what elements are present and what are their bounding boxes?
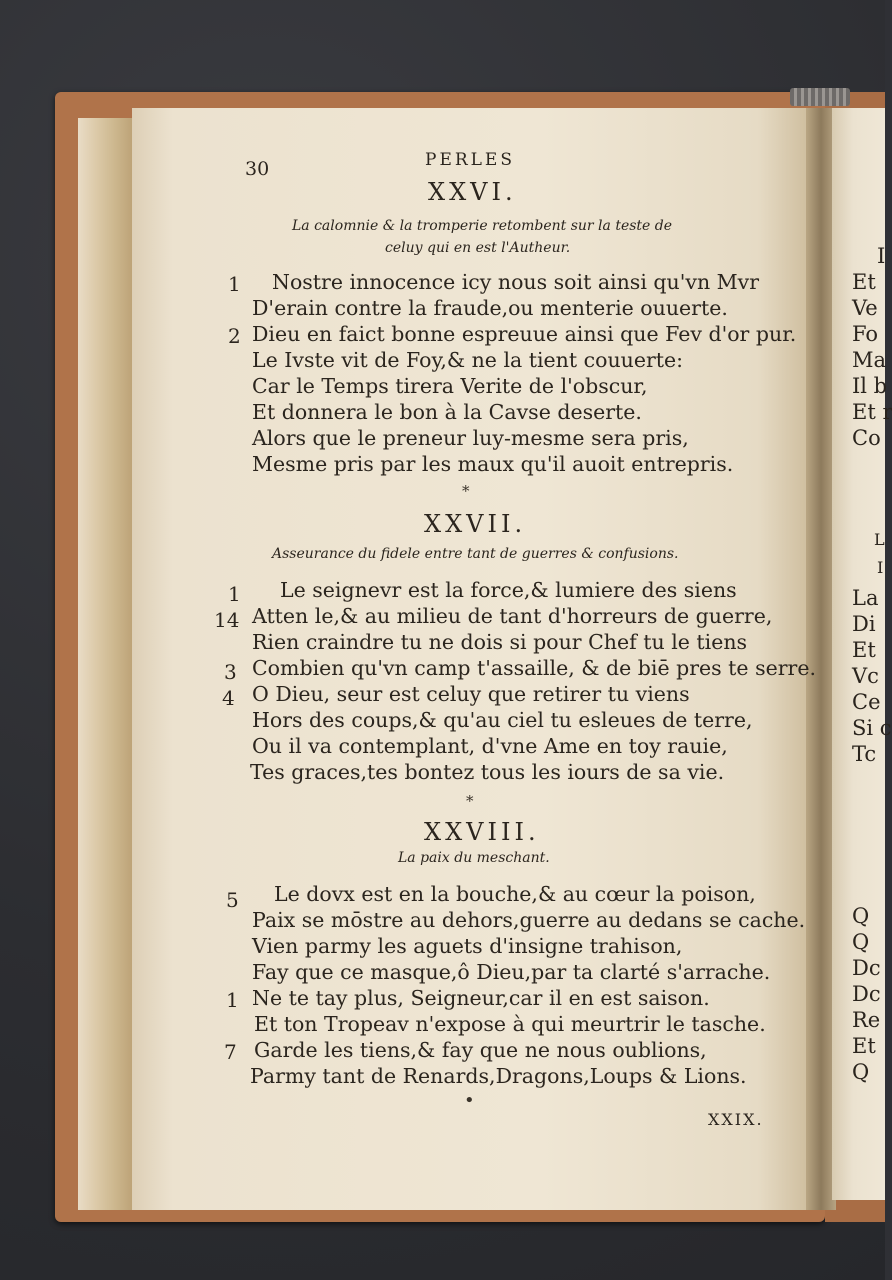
verse-line: Dieu en faict bonne espreuue ainsi que Fev d'or pur.: [252, 322, 797, 346]
bullet-ornament: •: [464, 1090, 475, 1111]
verse-line: Le dovx est en la bouche,& au cœur la poison,: [274, 882, 756, 906]
verse-line: Ne te tay plus, Seigneur,car il en est saison.: [252, 986, 710, 1010]
facing-line: La: [852, 586, 879, 610]
verse-line: D'erain contre la fraude,ou menterie ouuerte.: [252, 296, 728, 320]
facing-line: Di: [852, 612, 876, 636]
verse-line: Le seignevr est la force,& lumiere des siens: [280, 578, 737, 602]
verse-line: Parmy tant de Renards,Dragons,Loups & Lions.: [250, 1064, 747, 1088]
verse-line: O Dieu, seur est celuy que retirer tu viens: [252, 682, 690, 706]
star-ornament: *: [466, 792, 474, 810]
section-subtitle: celuy qui en est l'Autheur.: [385, 240, 571, 256]
running-head: PERLES: [425, 150, 515, 170]
facing-line: Et: [852, 638, 876, 662]
verse-line: Le Ivste vit de Foy,& ne la tient couuerte:: [252, 348, 684, 372]
facing-line: Ve: [852, 296, 878, 320]
facing-line: Et r: [852, 400, 892, 424]
section-title: XXVI.: [428, 178, 517, 206]
verse-line: Nostre innocence icy nous soit ainsi qu'vn Mvr: [272, 270, 760, 294]
facing-line: Re: [852, 1008, 881, 1032]
verse-number: 2: [228, 324, 241, 348]
verse-number: 7: [224, 1040, 237, 1064]
facing-line: Q: [852, 1060, 870, 1084]
facing-line: Q: [852, 904, 870, 928]
verse-line: Hors des coups,& qu'au ciel tu esleues de terre,: [252, 708, 753, 732]
verse-line: Tes graces,tes bontez tous les iours de sa vie.: [250, 760, 725, 784]
facing-line: Tc: [852, 742, 877, 766]
section-title: XXVII.: [424, 510, 527, 538]
verse-line: Atten le,& au milieu de tant d'horreurs de guerre,: [252, 604, 773, 628]
verse-line: Fay que ce masque,ô Dieu,par ta clarté s'arrache.: [252, 960, 771, 984]
section-subtitle: La paix du meschant.: [398, 850, 550, 866]
facing-line: Il b: [852, 374, 888, 398]
facing-line: Si c: [852, 716, 892, 740]
facing-line: I: [877, 558, 884, 577]
facing-line: Dc: [852, 956, 881, 980]
facing-line: Ma: [852, 348, 887, 372]
facing-line: I: [877, 244, 886, 268]
verse-number: 3: [224, 660, 237, 684]
headband: [790, 88, 850, 106]
verse-line: Rien craindre tu ne dois si pour Chef tu le tiens: [252, 630, 748, 654]
facing-line: Co: [852, 426, 881, 450]
facing-page: [832, 108, 892, 1200]
star-ornament: *: [462, 482, 470, 500]
section-subtitle: La calomnie & la tromperie retombent sur la teste de: [292, 218, 673, 234]
section-subtitle: Asseurance du fidele entre tant de guerres & confusions.: [272, 546, 679, 562]
facing-line: Et: [852, 270, 876, 294]
facing-line: Q: [852, 930, 870, 954]
facing-line: Vc: [852, 664, 879, 688]
verse-line: Combien qu'vn camp t'assaille, & de biē pres te serre.: [252, 656, 816, 680]
section-title: XXVIII.: [424, 818, 540, 846]
verse-number: 4: [222, 686, 235, 710]
verse-line: Paix se mōstre au dehors,guerre au dedans se cache.: [252, 908, 806, 932]
verse-line: Garde les tiens,& fay que ne nous oublions,: [254, 1038, 707, 1062]
verse-line: Ou il va contemplant, d'vne Ame en toy rauie,: [252, 734, 728, 758]
facing-line: L: [874, 530, 885, 549]
verse-number: 1: [228, 582, 241, 606]
verse-line: Vien parmy les aguets d'insigne trahison,: [252, 934, 683, 958]
verse-number: 1: [226, 988, 239, 1012]
verse-number: 14: [214, 608, 240, 632]
verse-line: Mesme pris par les maux qu'il auoit entrepris.: [252, 452, 734, 476]
catchword: XXIX.: [708, 1110, 764, 1129]
verse-line: Et donnera le bon à la Cavse deserte.: [252, 400, 642, 424]
page-fore-edge: [78, 118, 138, 1210]
facing-line: Dc: [852, 982, 881, 1006]
verse-line: Alors que le preneur luy-mesme sera pris,: [252, 426, 689, 450]
facing-line: Fo: [852, 322, 879, 346]
verse-number: 1: [228, 272, 241, 296]
page-number: 30: [245, 158, 270, 180]
facing-line: Et: [852, 1034, 876, 1058]
verse-number: 5: [226, 888, 239, 912]
verse-line: Car le Temps tirera Verite de l'obscur,: [252, 374, 648, 398]
verse-line: Et ton Tropeav n'expose à qui meurtrir le tasche.: [254, 1012, 766, 1036]
facing-line: Ce: [852, 690, 881, 714]
